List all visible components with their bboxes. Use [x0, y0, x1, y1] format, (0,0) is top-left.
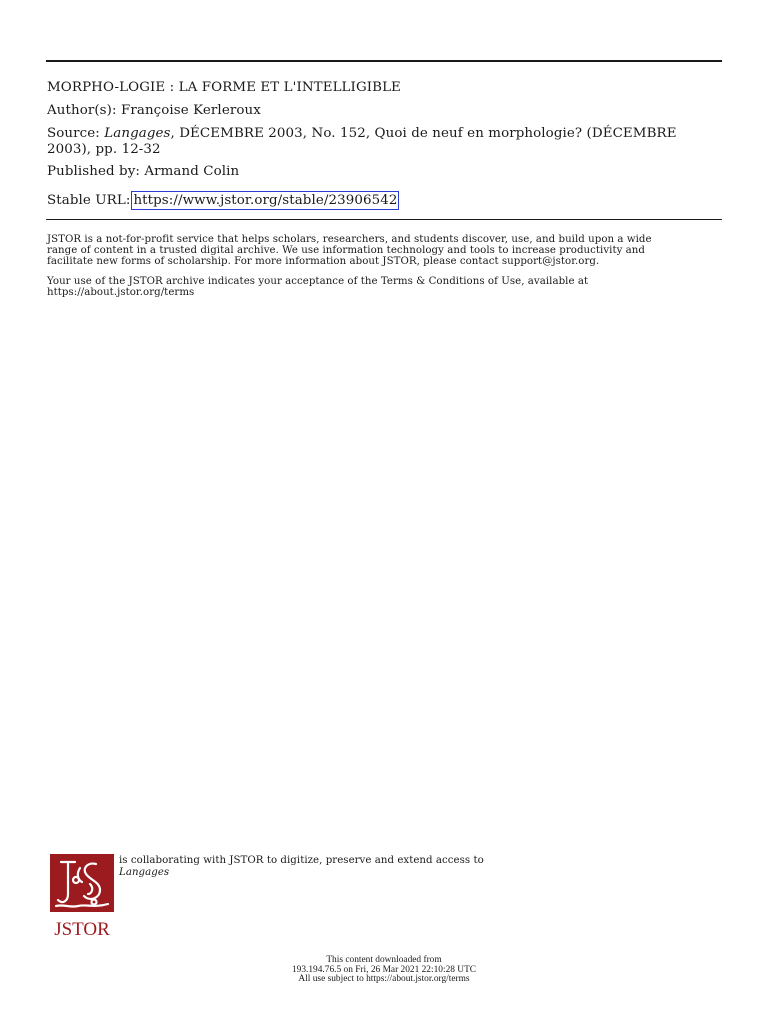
source-label: Source: [47, 126, 100, 141]
authors-label: Author(s): [47, 103, 117, 118]
terms-notice [47, 276, 719, 298]
publisher-value: Armand Colin [144, 164, 240, 179]
notice-1-line-1: JSTOR is a not-for-profit service that helps scholars, researchers, and students discover, use, and build upon a wide [47, 234, 652, 245]
notice-2-line-1: Your use of the JSTOR archive indicates your acceptance of the Terms & Conditions of Use, available at [47, 276, 589, 287]
collaboration-line: is collaborating with JSTOR to digitize, preserve and extend access to [119, 855, 484, 866]
notice-1-line-3: facilitate new forms of scholarship. For more information about JSTOR, please contact support@jstor.org. [47, 256, 600, 267]
notice-1-line-2: range of content in a trusted digital archive. We use information technology and tools to increase productivity and [47, 245, 645, 256]
collaboration-journal: Langages [119, 867, 170, 878]
authors-value: Françoise Kerleroux [120, 103, 261, 118]
source-journal: Langages [104, 126, 171, 141]
source-details-line2: 2003), pp. 12-32 [47, 142, 161, 157]
article-title [47, 80, 722, 96]
article-authors [47, 103, 722, 119]
download-footer [0, 956, 768, 985]
article-source [47, 126, 722, 158]
jstor-logo-icon [50, 854, 114, 938]
footer-line-1: This content downloaded from [326, 955, 442, 965]
publisher-label: Published by: [47, 164, 140, 179]
article-publisher [47, 164, 722, 180]
divider-rule [46, 219, 722, 220]
source-details-line1: , DÉCEMBRE 2003, No. 152, Quoi de neuf en morphologie? (DÉCEMBRE [170, 126, 677, 141]
jstor-logo-text: JSTOR [54, 919, 110, 938]
stable-url-link[interactable]: https://www.jstor.org/stable/23906542 [133, 193, 398, 208]
jstor-service-notice [47, 234, 719, 267]
top-rule [46, 60, 722, 62]
notice-2-line-2: https://about.jstor.org/terms [47, 287, 195, 298]
stable-url-label: Stable URL: [47, 193, 131, 208]
collaboration-statement [119, 855, 484, 879]
footer-line-2: 193.194.76.5 on Fri, 26 Mar 2021 22:10:28 UTC [291, 964, 477, 975]
article-title-text: MORPHO-LOGIE : LA FORME ET L'INTELLIGIBLE [47, 80, 401, 95]
stable-url-row [47, 191, 722, 210]
footer-line-3: All use subject to https://about.jstor.org/terms [298, 974, 470, 985]
